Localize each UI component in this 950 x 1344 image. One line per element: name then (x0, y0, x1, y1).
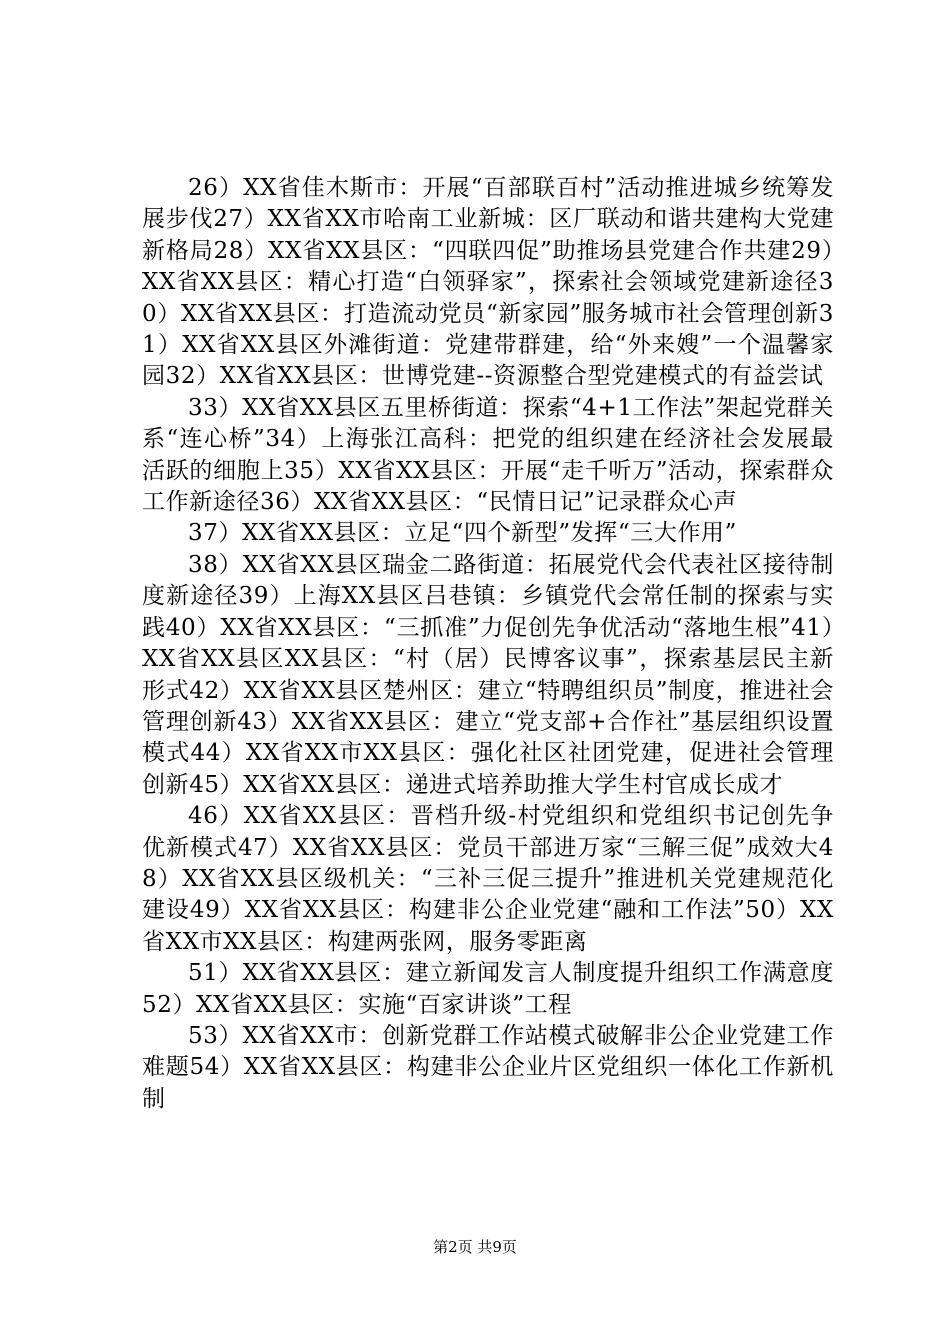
paragraph-51-52: 51）XX省XX县区：建立新闻发言人制度提升组织工作满意度52）XX省XX县区：实施“百家讲谈”工程 (142, 960, 834, 1018)
paragraph-33-36: 33）XX省XX县区五里桥街道：探索“4+1工作法”架起党群关系“连心桥”34）上海张江高科：把党的组织建在经济社会发展最活跃的细胞上35）XX省XX县区：开展“走千听万”活动，探索群众工作新途径36）XX省XX县区：“民情日记”记录群众心声 (142, 394, 834, 516)
document-body (142, 173, 834, 1115)
paragraph-53-54: 53）XX省XX市：创新党群工作站模式破解非公企业党建工作难题54）XX省XX县区：构建非公企业片区党组织一体化工作新机制 (142, 1022, 834, 1112)
page-number-footer: 第2页 共9页 (433, 1238, 517, 1256)
paragraph-26-32: 26）XX省佳木斯市：开展“百部联百村”活动推进城乡统筹发展步伐27）XX省XX市哈南工业新城：区厂联动和谐共建构大党建新格局28）XX省XX县区：“四联四促”助推场县党建合作共建29）XX省XX县区：精心打造“白领驿家”，探索社会领域党建新途径30）XX省XX县区：打造流动党员“新家园”服务城市社会管理创新31）XX省XX县区外滩街道：党建带群建，给“外来嫂”一个温馨家园32）XX省XX县区：世博党建--资源整合型党建模式的有益尝试 (142, 175, 834, 390)
paragraph-38-45: 38）XX省XX县区瑞金二路街道：拓展党代会代表社区接待制度新途径39）上海XX县区吕巷镇：乡镇党代会常任制的探索与实践40）XX省XX县区：“三抓准”力促创先争优活动“落地生根”41）XX省XX县区XX县区：“村（居）民博客议事”，探索基层民主新形式42）XX省XX县区楚州区：建立“特聘组织员”制度，推进社会管理创新43）XX省XX县区：建立“党支部+合作社”基层组织设置模式44）XX省XX市XX县区：强化社区社团党建，促进社会管理创新45）XX省XX县区：递进式培养助推大学生村官成长成才 (142, 551, 834, 798)
paragraph-37: 37）XX省XX县区：立足“四个新型”发挥“三大作用” (188, 520, 737, 547)
paragraph-46-50: 46）XX省XX县区：晋档升级-村党组织和党组织书记创先争优新模式47）XX省XX县区：党员干部进万家“三解三促”成效大48）XX省XX县区级机关：“三补三促三提升”推进机关党建规范化建设49）XX省XX县区：构建非公企业党建“融和工作法”50）XX省XX市XX县区：构建两张网，服务零距离 (142, 803, 834, 955)
